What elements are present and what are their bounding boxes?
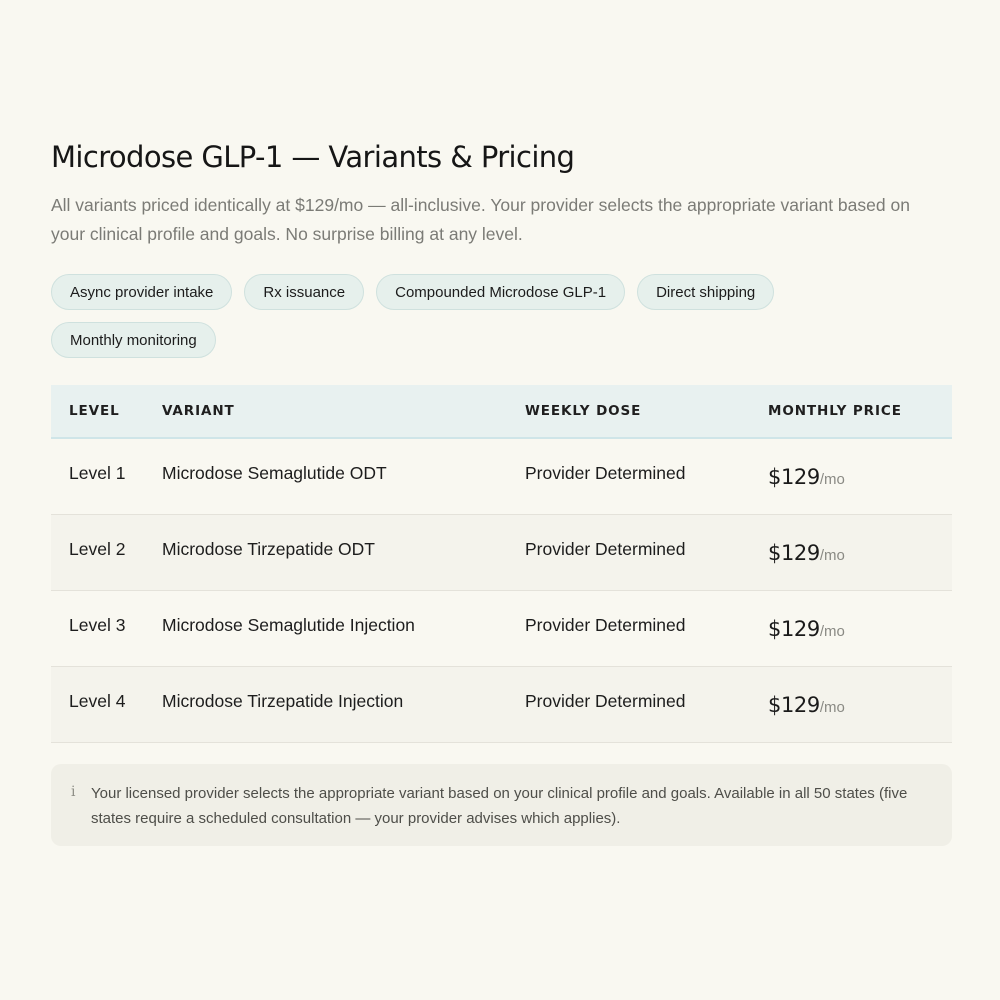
price-unit: /mo [819, 547, 845, 564]
price-unit: /mo [819, 623, 845, 640]
price-amount: $129 [768, 465, 820, 489]
price-amount: $129 [768, 693, 820, 717]
cell-variant: Microdose Semaglutide Injection [162, 615, 415, 635]
cell-level: Level 1 [69, 463, 126, 483]
cell-weekly-dose: Provider Determined [525, 539, 686, 559]
table-row [51, 439, 952, 515]
cell-monthly-price [768, 515, 952, 565]
price-amount: $129 [768, 541, 820, 565]
page-title: Microdose GLP-1 — Variants & Pricing [51, 140, 575, 174]
variants-table [51, 385, 952, 743]
cell-weekly-dose: Provider Determined [525, 615, 686, 635]
info-note [51, 764, 952, 846]
table-row [51, 515, 952, 591]
column-header-weekly-dose: WEEKLY DOSE [525, 403, 642, 419]
price-amount: $129 [768, 617, 820, 641]
pricing-section [51, 140, 952, 846]
chip-monthly-monitoring: Monthly monitoring [51, 322, 216, 358]
cell-monthly-price [768, 591, 952, 641]
cell-monthly-price [768, 439, 952, 489]
table-header [51, 385, 952, 439]
feature-chips [51, 274, 851, 358]
cell-variant: Microdose Semaglutide ODT [162, 463, 387, 483]
column-header-variant: VARIANT [162, 403, 235, 419]
cell-variant: Microdose Tirzepatide Injection [162, 691, 404, 711]
cell-monthly-price [768, 667, 952, 717]
cell-variant: Microdose Tirzepatide ODT [162, 539, 375, 559]
cell-level: Level 3 [69, 615, 126, 635]
cell-level: Level 2 [69, 539, 126, 559]
chip-compounded-microdose-glp1: Compounded Microdose GLP-1 [376, 274, 625, 310]
cell-weekly-dose: Provider Determined [525, 463, 686, 483]
info-note-text: Your licensed provider selects the appropriate variant based on your clinical profile and goals. Available in all 50 states (five states require a scheduled consultation — your provider advises which applies). [91, 785, 908, 827]
table-row [51, 667, 952, 743]
column-header-level: LEVEL [69, 403, 120, 419]
cell-level: Level 4 [69, 691, 126, 711]
chip-rx-issuance: Rx issuance [244, 274, 364, 310]
chip-async-provider-intake: Async provider intake [51, 274, 232, 310]
column-header-monthly-price: MONTHLY PRICE [768, 403, 902, 419]
price-unit: /mo [819, 471, 845, 488]
chip-direct-shipping: Direct shipping [637, 274, 774, 310]
info-icon: i [71, 784, 76, 800]
page-subtitle: All variants priced identically at $129/mo — all-inclusive. Your provider selects the appropriate variant based on your clinical profile and goals. No surprise billing at any level. [51, 195, 910, 244]
table-row [51, 591, 952, 667]
price-unit: /mo [819, 699, 845, 716]
cell-weekly-dose: Provider Determined [525, 691, 686, 711]
